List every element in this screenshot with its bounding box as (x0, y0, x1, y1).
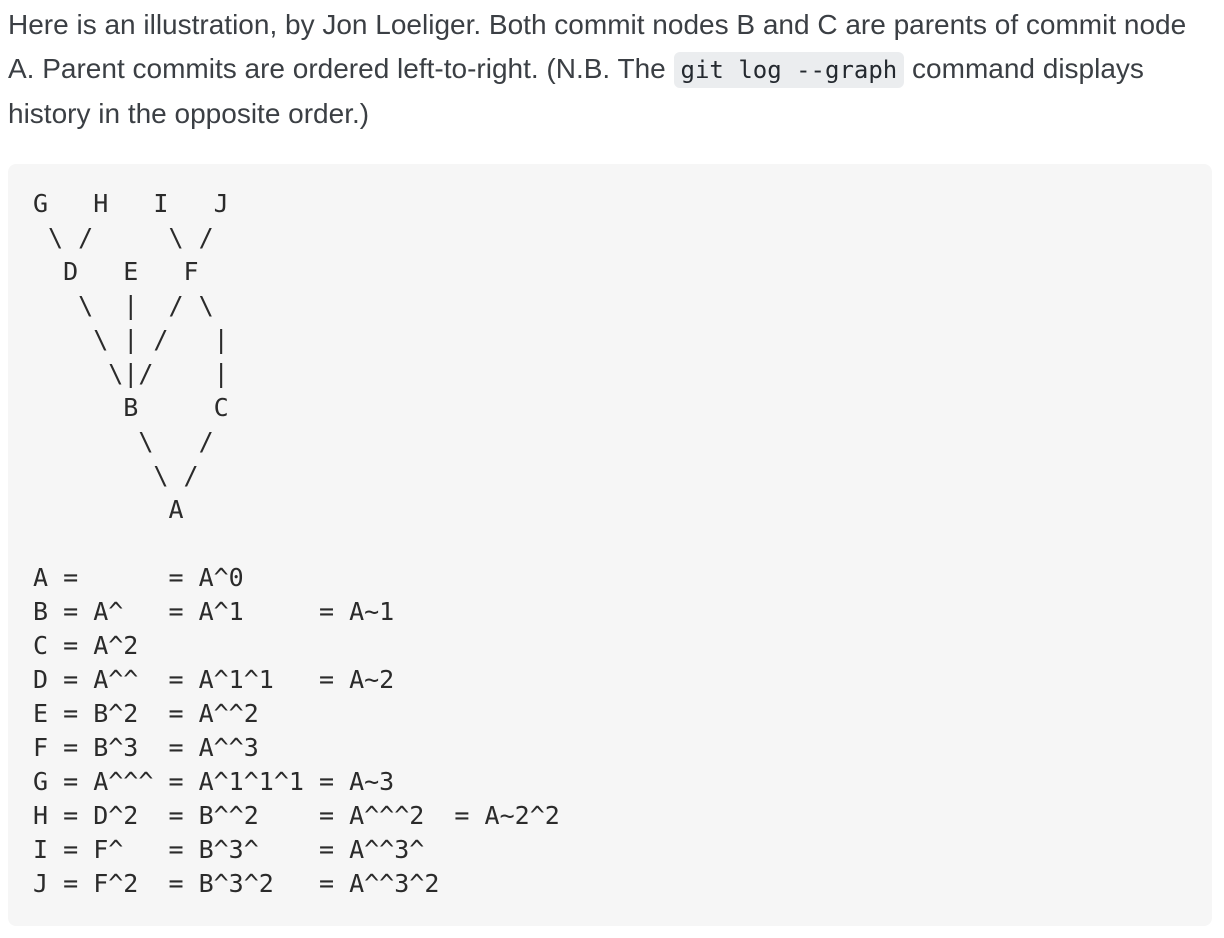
code-line: \ / (33, 461, 199, 490)
inline-code-git-log-graph: git log --graph (674, 52, 905, 88)
code-line: \|/ | (33, 359, 229, 388)
code-line: H = D^2 = B^^2 = A^^^2 = A~2^2 (33, 801, 560, 830)
intro-paragraph (8, 0, 1213, 136)
code-line: A = = A^0 (33, 563, 244, 592)
code-line: B C (33, 393, 229, 422)
code-line: F = B^3 = A^^3 (33, 733, 259, 762)
code-line: \ / \ / (33, 223, 214, 252)
code-line: \ | / | (33, 325, 229, 354)
code-line-blank (33, 527, 1212, 561)
code-line: C = A^2 (33, 631, 139, 660)
code-line: G = A^^^ = A^1^1^1 = A~3 (33, 767, 395, 796)
code-line: G H I J (33, 189, 229, 218)
intro-text-after-code: command displays history in the opposite order.) (8, 53, 1144, 129)
code-line: \ | / \ (33, 291, 214, 320)
code-line: \ / (33, 427, 214, 456)
code-line: E = B^2 = A^^2 (33, 699, 259, 728)
answer-body (8, 0, 1213, 898)
code-line: I = F^ = B^3^ = A^^3^ (33, 835, 425, 864)
code-line: J = F^2 = B^3^2 = A^^3^2 (33, 869, 440, 898)
code-line: D = A^^ = A^1^1 = A~2 (33, 665, 395, 694)
code-line: B = A^ = A^1 = A~1 (33, 597, 395, 626)
intro-text-before-code: Here is an illustration, by Jon Loeliger. Both commit nodes B and C are parents of commit node A. Parent commits are ordered left-to-right. (N.B. The (8, 9, 1187, 84)
code-line: A (33, 495, 184, 524)
commit-graph-illustration (33, 187, 1212, 901)
code-line: D E F (33, 257, 199, 286)
code-block[interactable] (8, 164, 1212, 926)
